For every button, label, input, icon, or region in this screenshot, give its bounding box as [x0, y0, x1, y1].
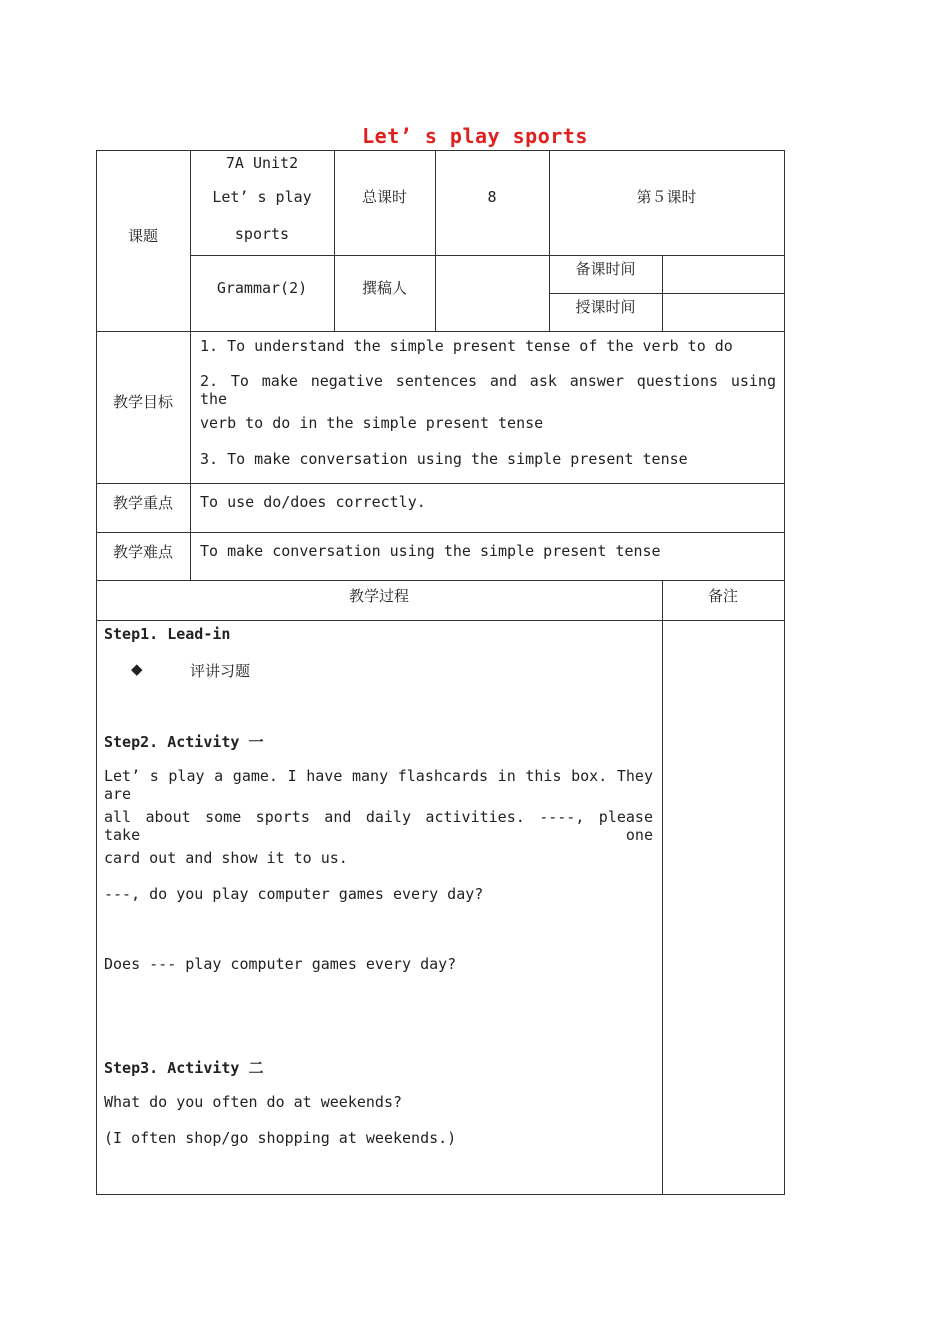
author-label: 撰稿人 [361, 279, 407, 297]
objectives-label: 教学目标 [112, 393, 173, 411]
lesson-number: 第５课时 [636, 188, 697, 206]
step2-paragraph-line1: Let’ s play a game. I have many flashcards in this box. They are [104, 767, 653, 803]
notes-header: 备注 [707, 587, 738, 605]
process-header: 教学过程 [348, 587, 409, 605]
total-lessons-label: 总课时 [361, 188, 407, 206]
step1-bullet-text: 评讲习题 [190, 662, 251, 680]
step3-title: Step3. Activity 二 [104, 1059, 264, 1077]
objective-2-line1: 2. To make negative sentences and ask answer questions using the [200, 372, 776, 408]
objective-1: 1. To understand the simple present tense of the verb to do [200, 337, 733, 355]
grammar-label: Grammar(2) [216, 279, 308, 297]
teach-time-label: 授课时间 [575, 298, 636, 316]
unit-title-line2: sports [234, 225, 290, 243]
topic-label: 课题 [127, 227, 158, 245]
step3-question-1: What do you often do at weekends? [104, 1093, 403, 1111]
bullet-diamond-icon: ◆ [131, 660, 143, 678]
key-points-text: To use do/does correctly. [200, 493, 426, 511]
document-title: Let’ s play sports [362, 124, 588, 148]
unit-code: 7A Unit2 [225, 154, 299, 172]
prep-time-label: 备课时间 [575, 260, 636, 278]
step2-title: Step2. Activity 一 [104, 733, 264, 751]
step3-answer-1: (I often shop/go shopping at weekends.) [104, 1129, 457, 1147]
step2-paragraph-line2: all about some sports and daily activities. ----, please take one [104, 808, 653, 844]
step2-question-2: Does --- play computer games every day? [104, 955, 457, 973]
objective-3: 3. To make conversation using the simple present tense [200, 450, 688, 468]
step2-question-1: ---, do you play computer games every day? [104, 885, 484, 903]
objective-2-line2: verb to do in the simple present tense [200, 414, 544, 432]
unit-title-line1: Let’ s play [212, 188, 312, 206]
step2-paragraph-line3: card out and show it to us. [104, 849, 348, 867]
difficulties-text: To make conversation using the simple present tense [200, 542, 661, 560]
key-points-label: 教学重点 [112, 494, 173, 512]
total-lessons-value: 8 [487, 188, 497, 206]
step1-title: Step1. Lead-in [104, 625, 231, 643]
difficulties-label: 教学难点 [112, 543, 173, 561]
